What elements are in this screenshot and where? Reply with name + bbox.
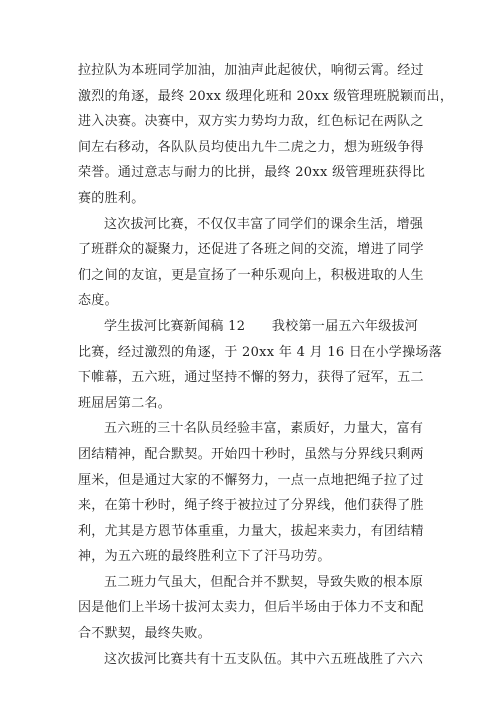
text-line: 厘米，但是通过大家的不懈努力，一点一点地把绳子拉了过 — [78, 472, 424, 488]
paragraph-5 — [78, 570, 424, 647]
text-line: 团结精神，配合默契。开始四十秒时，虽然与分界线只剩两 — [78, 446, 424, 462]
text-line: 五六班的三十名队员经验丰富，素质好，力量大，富有 — [104, 421, 424, 437]
text-line: 因是他们上半场十拔河太卖力，但后半场由于体力不支和配 — [78, 600, 424, 616]
text-line: 赛的胜利。 — [78, 190, 145, 206]
text-line: 拉拉队为本班同学加油，加油声此起彼伏，响彻云霄。经过 — [78, 63, 424, 78]
text-line: 荣誉。通过意志与耐力的比拼，最终 20xx 级管理班获得比 — [78, 165, 426, 181]
text-line: 激烈的角逐，最终 20xx 级理化班和 20xx 级管理班脱颖而出， — [78, 88, 454, 104]
text-line: 合不默契，最终失败。 — [78, 626, 212, 642]
paragraph-3 — [78, 314, 443, 416]
text-line: 比赛，经过激烈的角逐，于 20xx 年 4 月 16 日在小学操场落 — [78, 344, 443, 360]
text-line: 进入决赛。决赛中，双方实力势均力敌，红色标记在两队之 — [78, 114, 424, 130]
text-line: 这次拔河比赛共有十五支队伍。其中六五班战胜了六六 — [104, 651, 424, 667]
text-line: 利，尤其是方恩节体重重，力量大，拔起来卖力，有团结精 — [78, 523, 424, 539]
paragraph-2 — [78, 212, 424, 314]
text-line: 了班群众的凝聚力，还促进了各班之间的交流，增进了同学 — [78, 242, 424, 258]
text-line: 学生拔河比赛新闻稿 12 我校第一届五六年级拔河 — [104, 318, 419, 334]
text-line: 班屈居第二名。 — [78, 395, 172, 411]
text-line: 这次拔河比赛，不仅仅丰富了同学们的课余生活，增强 — [104, 216, 424, 232]
text-line: 神，为五六班的最终胜利立下了汗马功劳。 — [78, 549, 331, 565]
paragraph-6 — [78, 647, 424, 673]
paragraph-1 — [78, 58, 454, 212]
paragraph-4 — [78, 416, 424, 570]
document-body — [78, 58, 454, 672]
text-line: 们之间的友谊，更是宣扬了一种乐观向上，积极进取的人生 — [78, 267, 424, 283]
text-line: 五二班力气虽大，但配合并不默契，导致失败的根本原 — [104, 574, 424, 590]
text-line: 下帷幕，五六班，通过坚持不懈的努力，获得了冠军，五二 — [78, 370, 424, 386]
text-line: 来，在第十秒时，绳子终于被拉过了分界线，他们获得了胜 — [78, 498, 424, 514]
text-line: 态度。 — [78, 293, 118, 309]
text-line: 间左右移动，各队队员均使出九牛二虎之力，想为班级争得 — [78, 139, 424, 155]
